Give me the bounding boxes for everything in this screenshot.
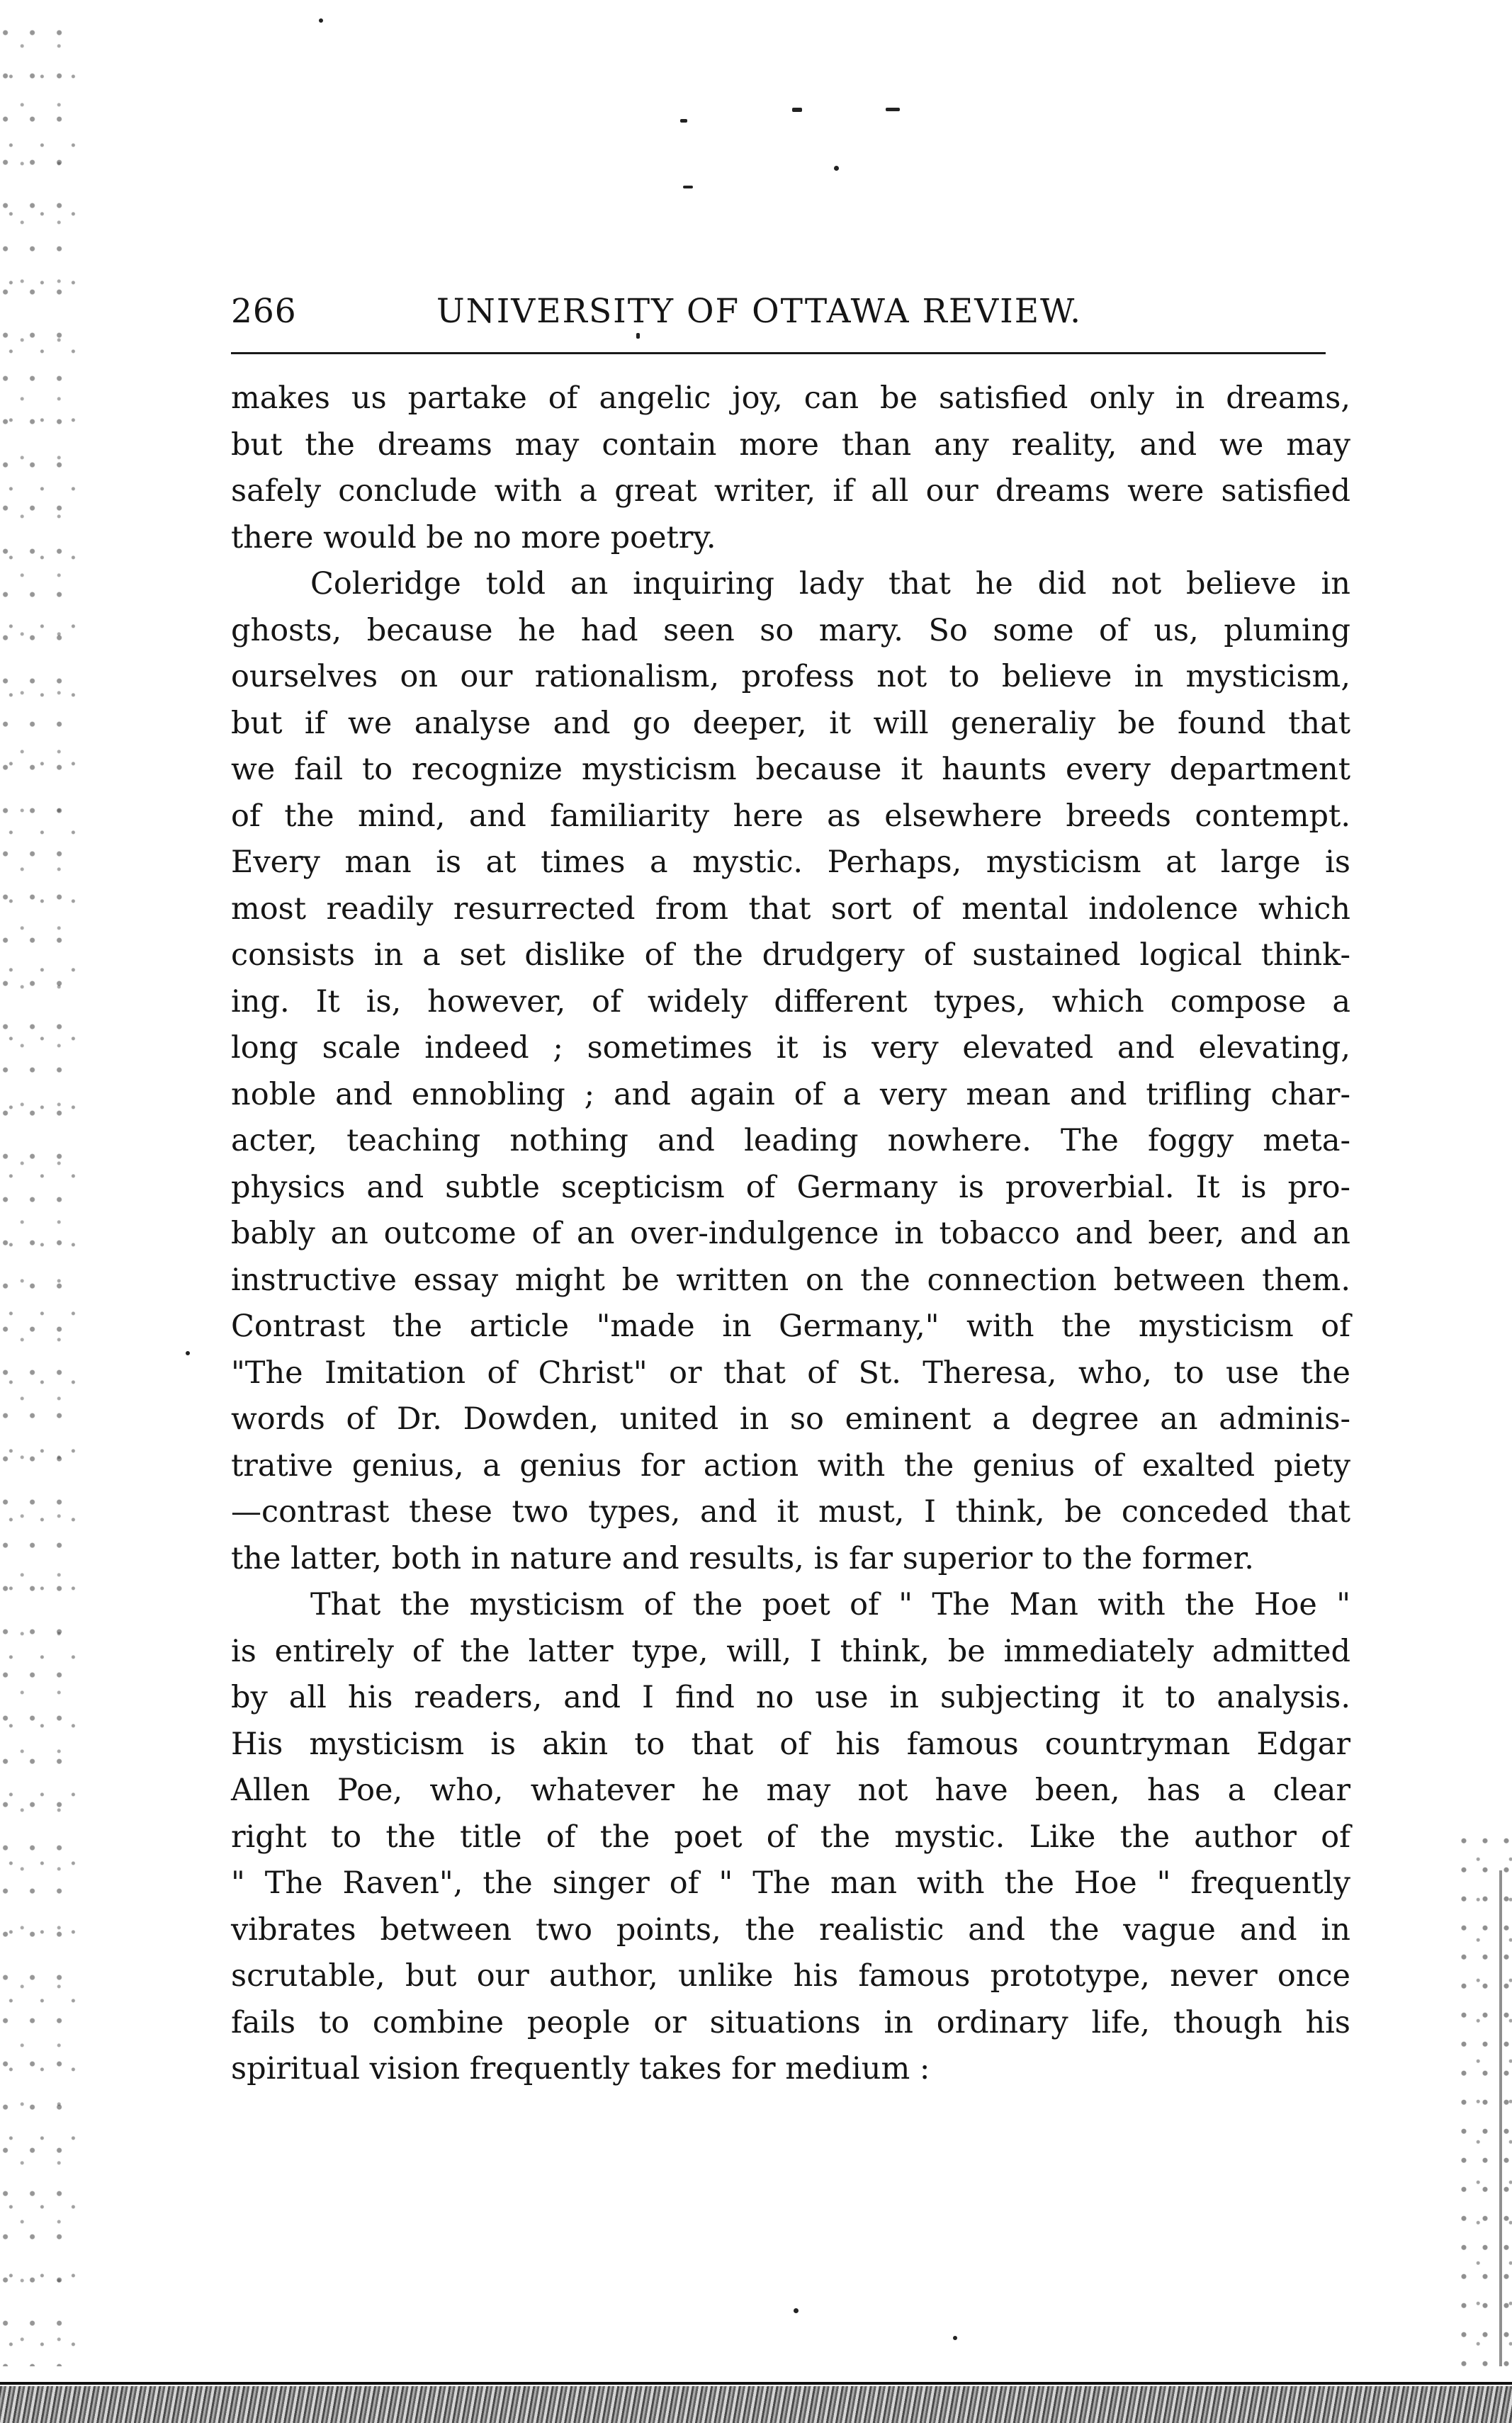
text-line: spiritual vision frequently takes for medium :	[231, 2051, 930, 2086]
text-line: but if we analyse and go deeper, it will generaliy be found that	[231, 705, 1350, 741]
text-line: Coleridge told an inquiring lady that he did not believe in	[310, 566, 1350, 601]
text-line: fails to combine people or situations in ordinary life, though his	[231, 2004, 1350, 2040]
scan-speck	[186, 1351, 190, 1355]
text-line: trative genius, a genius for action with the genius of exalted piety	[231, 1447, 1350, 1484]
text-line: " The Raven", the singer of " The man with the Hoe " frequently	[231, 1865, 1350, 1901]
text-line: Every man is at times a mystic. Perhaps, mysticism at large is	[231, 845, 1350, 880]
scan-edge-line-right	[1499, 1870, 1502, 2366]
paragraph-2	[231, 561, 1350, 1582]
text-line: right to the title of the poet of the mystic. Like the author of	[231, 1819, 1350, 1855]
text-line: of the mind, and familiarity here as elsewhere breeds contempt.	[231, 798, 1350, 834]
scan-speck	[683, 186, 693, 188]
running-head: UNIVERSITY OF OTTAWA REVIEW.	[436, 292, 1083, 331]
scan-speck	[953, 2336, 957, 2340]
page-header	[231, 283, 1326, 340]
text-line: Allen Poe, who, whatever he may not have been, has a clear	[231, 1773, 1350, 1808]
text-line: words of Dr. Dowden, united in so eminent a degree an adminis-	[231, 1401, 1350, 1437]
text-line: noble and ennobling ; and again of a very mean and trifling char-	[231, 1076, 1350, 1112]
page-number: 266	[231, 292, 297, 331]
scan-speck	[680, 119, 687, 123]
text-line: makes us partake of angelic joy, can be satisfied only in dreams,	[231, 380, 1350, 416]
scan-bottom-rule	[0, 2382, 1512, 2385]
scan-speck	[319, 18, 323, 23]
text-line: we fail to recognize mysticism because it haunts every department	[231, 752, 1350, 787]
text-line: ourselves on our rationalism, profess not to believe in mysticism,	[231, 659, 1350, 694]
paragraph-3	[231, 1582, 1350, 2093]
scan-speck	[794, 2308, 799, 2313]
scan-speck	[792, 108, 802, 112]
text-line: ing. It is, however, of widely different types, which compose a	[231, 983, 1350, 1020]
text-line: by all his readers, and I find no use in subjecting it to analysis.	[231, 1680, 1350, 1715]
scan-edge-noise-right	[1455, 1835, 1512, 2373]
text-line: bably an outcome of an over-indulgence in tobacco and beer, and an	[231, 1216, 1350, 1251]
text-line: the latter, both in nature and results, is far superior to the former.	[231, 1540, 1254, 1576]
header-rule	[231, 352, 1326, 354]
text-line: instructive essay might be written on the connection between them.	[231, 1262, 1350, 1298]
body-text	[231, 375, 1350, 2093]
text-line: —contrast these two types, and it must, I think, be conceded that	[231, 1494, 1350, 1530]
paragraph-1	[231, 375, 1350, 561]
text-line: physics and subtle scepticism of Germany is proverbial. It is pro-	[231, 1169, 1350, 1205]
text-line: Contrast the article "made in Germany," with the mysticism of	[231, 1309, 1350, 1344]
text-line: scrutable, but our author, unlike his famous prototype, never once	[231, 1958, 1350, 1994]
scan-bottom-band	[0, 2386, 1512, 2423]
text-line: That the mysticism of the poet of " The Man with the Hoe "	[310, 1587, 1350, 1622]
text-line: most readily resurrected from that sort of mental indolence which	[231, 891, 1350, 927]
text-line: "The Imitation of Christ" or that of St. Theresa, who, to use the	[231, 1355, 1350, 1391]
text-line: safely conclude with a great writer, if all our dreams were satisfied	[231, 473, 1350, 509]
text-line: ghosts, because he had seen so mary. So some of us, pluming	[231, 612, 1350, 648]
text-line: is entirely of the latter type, will, I think, be immediately admitted	[231, 1633, 1350, 1669]
text-line: long scale indeed ; sometimes it is very elevated and elevating,	[231, 1030, 1350, 1066]
text-line: His mysticism is akin to that of his famous countryman Edgar	[231, 1726, 1350, 1762]
text-line: there would be no more poetry.	[231, 519, 716, 555]
scan-speck	[834, 166, 839, 171]
text-line: consists in a set dislike of the drudgery of sustained logical think-	[231, 937, 1350, 973]
text-line: acter, teaching nothing and leading nowhere. The foggy meta-	[231, 1123, 1350, 1158]
text-line: vibrates between two points, the realistic and the vague and in	[231, 1911, 1350, 1948]
text-line: but the dreams may contain more than any reality, and we may	[231, 427, 1350, 463]
scan-speck	[886, 108, 900, 111]
scan-edge-noise-left	[0, 28, 78, 2366]
